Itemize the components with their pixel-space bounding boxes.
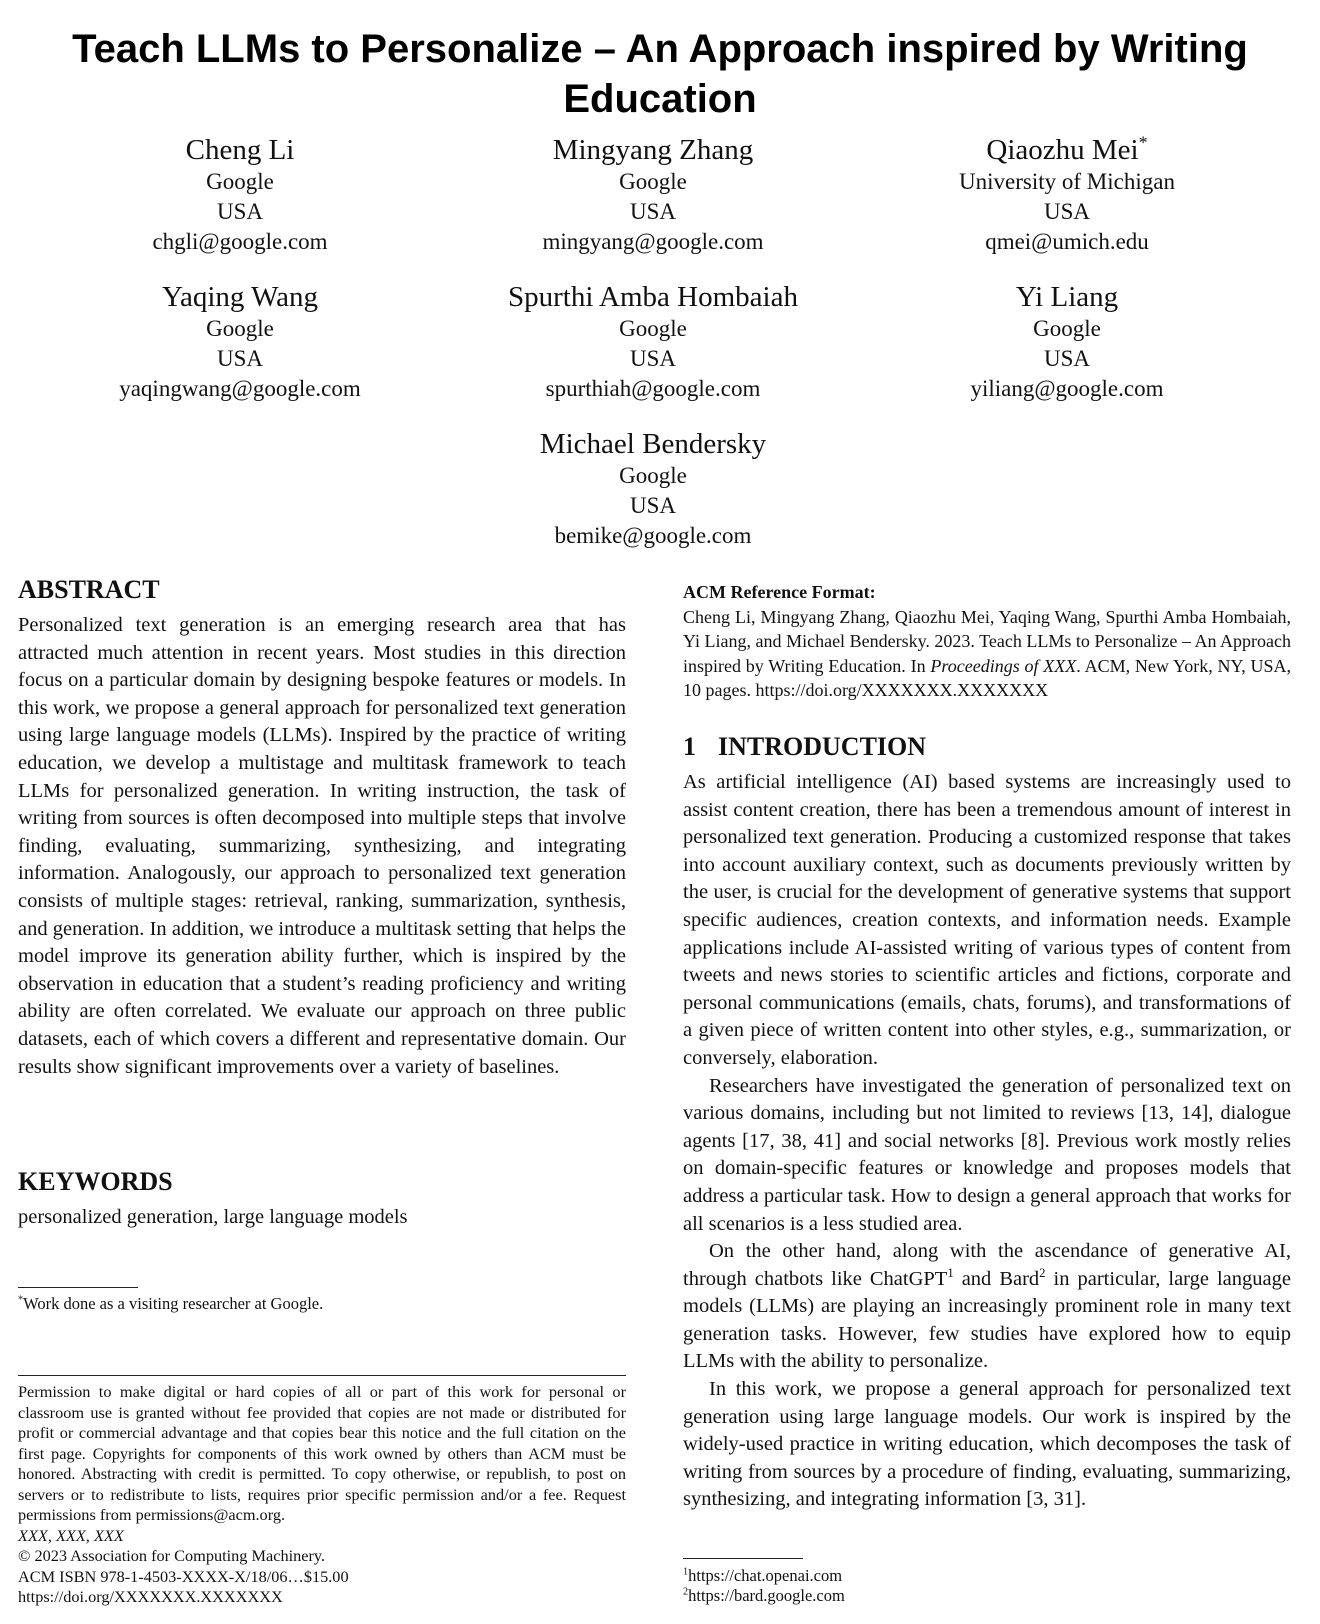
paper-title: Teach LLMs to Personalize – An Approach inspired by Writing Education [72,27,1248,121]
author-name: Yi Liang [1015,281,1119,313]
intro-paragraph-1: As artificial intelligence (AI) based systems are increasingly used to assist content creation, there has been a tremendous amount of interest in personalized text generation. Producing a customized response that takes into account auxiliary context, such as documents previously written by the user, is crucial for the development of generative systems that support specific audiences, creation contexts, and information needs. Example applications include AI-assisted writing of various types of content from tweets and news stories to scientific articles and fictions, corporate and personal communications (emails, chats, forums), and transformations of a given piece of written content into other styles, e.g., summarization, or conversely, elaboration. [683,771,1291,1069]
author-email: yiliang@google.com [970,376,1164,401]
author-email: qmei@umich.edu [985,229,1149,254]
author-name: Qiaozhu Mei [986,134,1139,166]
author-country: USA [629,346,676,371]
introduction-heading [683,731,1291,763]
footnote-url[interactable]: https://bard.google.com [688,1586,845,1605]
author-email: mingyang@google.com [542,229,764,254]
author-footnote: *Work done as a visiting researcher at Google. [18,1294,324,1313]
url-footnotes [683,1566,1291,1606]
author-block [473,280,833,404]
abstract-heading: ABSTRACT [18,575,160,604]
intro-paragraph-3: On the other hand, along with the ascendance of generative AI, through chatbots like ChatGPT$^1$ and Bard$^2$ in particular, large language models (LLMs) are playing an increasingly prominent role in many text generation tasks. However, few studies have explored how to equip LLMs with the ability to personalize. [683,1240,1291,1373]
footnote-1: $^1$https://chat.openai.com [683,1566,843,1585]
permission-copyright: © 2023 Association for Computing Machinery. [18,1546,326,1565]
intro-paragraph-2: Researchers have investigated the generation of personalized text on various domains, including but not limited to reviews [13, 14], dialogue agents [17, 38, 41] and social networks [8]. Previous work mostly relies on domain-specific features or knowledge and proposes models that address a particular task. How to design a general approach that works for all scenarios is a less studied area. [683,1074,1291,1235]
keywords-text: personalized generation, large language models [18,1206,408,1228]
author-block [60,133,420,257]
abstract-section [18,574,626,1081]
intro-paragraph-4: In this work, we propose a general approach for personalized text generation using large language models. Our work is inspired by the widely-used practice in writing education, which decomposes the task of writing from sources by a procedure of finding, evaluating, summarizing, synthesizing, and integrating information [3, 31]. [683,1378,1291,1511]
footnote-rule [18,1287,138,1288]
permission-text: Permission to make digital or hard copies of all or part of this work for personal or classroom use is granted without fee provided that copies are not made or distributed for profit or commercial advantage and that copies bear this notice and the full citation on the first page. Copyrights for components of this work owned by others than ACM must be honored. Abstracting with credit is permitted. To copy otherwise, or republish, to post on servers or to redistribute to lists, requires prior specific permission and/or a fee. Request permissions from permissions@acm.org. [18,1382,626,1524]
author-affiliation: Google [206,316,274,341]
author-email: chgli@google.com [152,229,328,254]
author-country: USA [1043,199,1090,224]
author-country: USA [629,493,676,518]
permission-block [18,1382,626,1608]
permission-rule [18,1375,626,1376]
author-name: Cheng Li [185,134,295,166]
section-title: INTRODUCTION [718,732,927,761]
author-block [473,133,833,257]
acm-reference-text: Cheng Li, Mingyang Zhang, Qiaozhu Mei, Yaqing Wang, Spurthi Amba Hombaiah, Yi Liang, and Michael Bendersky. 2023. Teach LLMs to Personalize – An Approach inspired by Writing Education. In Proceedings of XXX. ACM, New York, NY, USA, 10 pages. https://doi.org/XXXXXXX.XXXXXXX [683,606,1292,701]
footnote-ref: 1 [947,1265,954,1280]
author-country: USA [1043,346,1090,371]
author-footnote-text: Work done as a visiting researcher at Google. [23,1294,324,1313]
author-affiliation: Google [206,169,274,194]
author-email: yaqingwang@google.com [119,376,361,401]
author-name: Spurthi Amba Hombaiah [508,281,798,313]
author-email: spurthiah@google.com [545,376,761,401]
author-name-line [887,133,1247,167]
permission-doi: https://doi.org/XXXXXXX.XXXXXXX [18,1587,283,1606]
acm-reference-heading: ACM Reference Format: [683,582,876,602]
acm-reference-section [683,580,1291,703]
author-block [60,280,420,404]
footnote-ref: 2 [1039,1265,1046,1280]
introduction-section [683,731,1291,1514]
author-country: USA [216,346,263,371]
author-block [887,133,1247,257]
author-block [473,427,833,551]
author-country: USA [216,199,263,224]
author-affiliation: University of Michigan [959,169,1175,194]
keywords-heading: KEYWORDS [18,1167,173,1196]
author-name: Michael Bendersky [539,428,767,460]
author-name: Yaqing Wang [161,281,319,313]
author-marker: * [1138,132,1148,153]
footnote-rule-right [683,1558,803,1559]
section-number: 1 [683,732,696,761]
keywords-section [18,1166,626,1232]
permission-venue: XXX, XXX, XXX [18,1525,124,1545]
permission-isbn: ACM ISBN 978-1-4503-XXXX-X/18/06…$15.00 [18,1566,349,1586]
author-email: bemike@google.com [554,523,752,548]
author-affiliation: Google [619,463,687,488]
author-affiliation: Google [1033,316,1101,341]
footnote-2: $^2$https://bard.google.com [683,1586,845,1605]
abstract-text: Personalized text generation is an emerging research area that has attracted much attention in recent years. Most studies in this direction focus on a particular domain by designing bespoke features or models. In this work, we propose a general approach for personalized text generation using large language models (LLMs). Inspired by the practice of writing education, we develop a multistage and multitask framework to teach LLMs for personalized generation. In writing instruction, the task of writing from sources is often decomposed into multiple steps that involve finding, evaluating, summarizing, synthesizing, and integrating information. Analogously, our approach to personalized text generation consists of multiple stages: retrieval, ranking, summarization, synthesis, and generation. In addition, we introduce a multitask setting that helps the model improve its generation ability further, which is inspired by the observation in education that a student’s reading proficiency and writing ability are often correlated. We evaluate our approach on three public datasets, each of which covers a different and representative domain. Our results show significant improvements over a variety of baselines. [18,614,626,1078]
author-affiliation: Google [619,169,687,194]
author-name: Mingyang Zhang [552,134,754,166]
author-country: USA [629,199,676,224]
author-block [887,280,1247,404]
author-affiliation: Google [619,316,687,341]
footnote-url[interactable]: https://chat.openai.com [688,1566,843,1585]
